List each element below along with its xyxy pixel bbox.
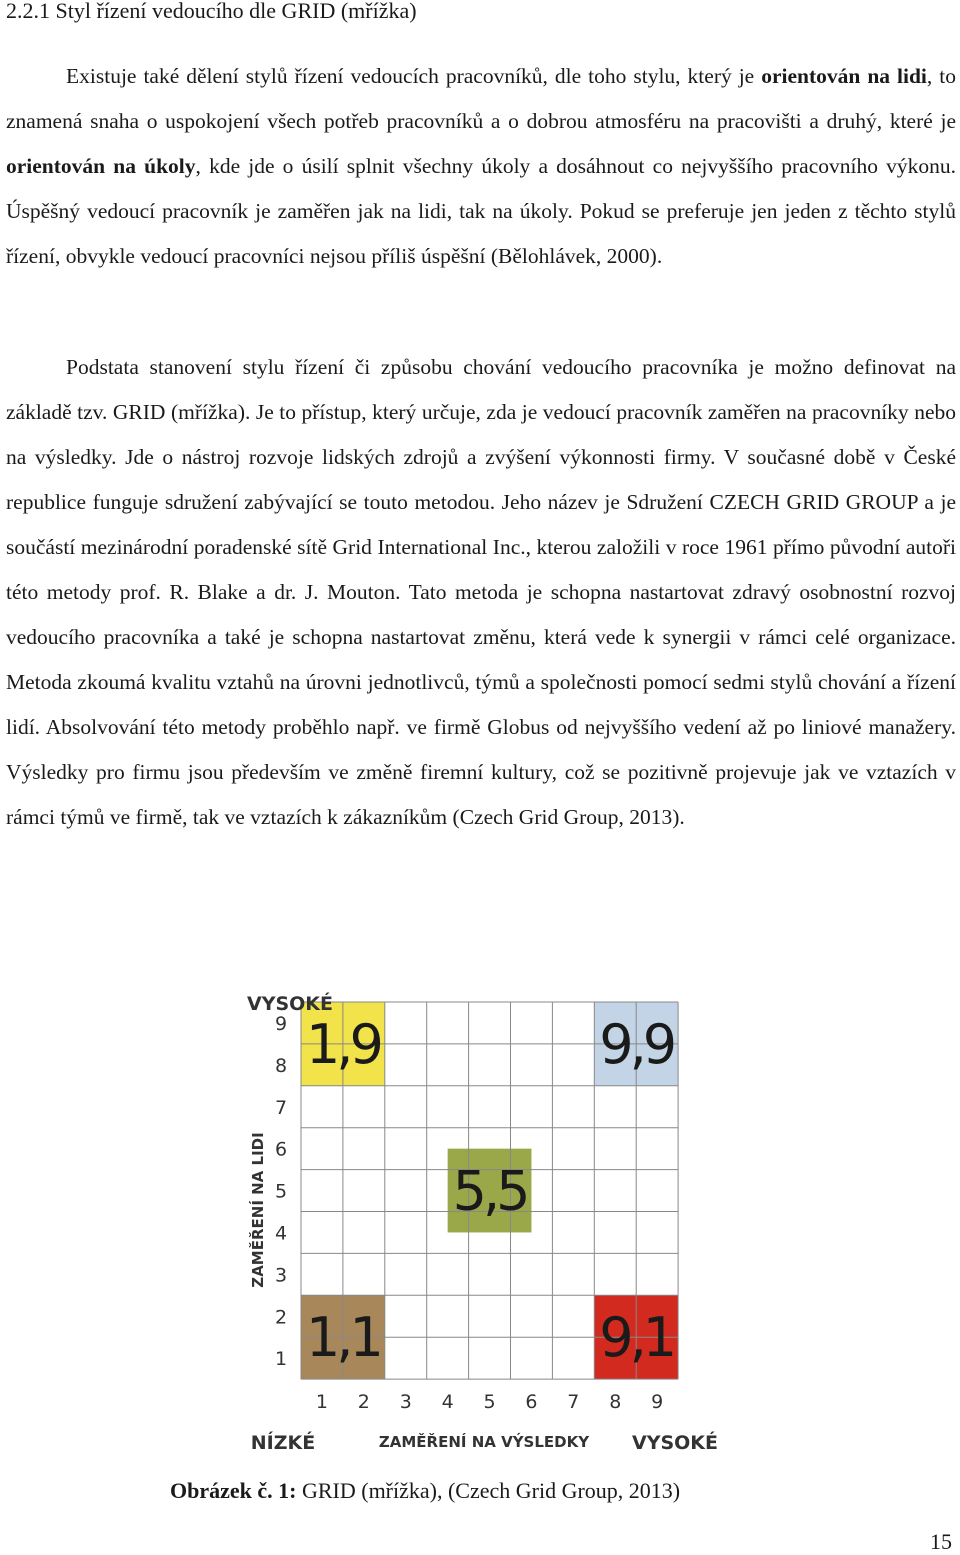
p2-text: Podstata stanovení stylu řízení či způsobu chování vedoucího pracovníka je možno definovat na základě tzv. GRID (mřížka). Je to přístup, který určuje, zda je vedoucí pracovník zaměřen na pracovníky nebo na výsledky. Jde o nástroj rozvoje lidských zdrojů a zvýšení výkonnosti firmy. V současné době v České republice funguje sdružení zabývající se touto metodou. Jeho název je Sdružení CZECH GRID GROUP a je součástí mezinárodní poradenské sítě Grid International Inc., kterou založili v roce 1961 přímo původní autoři této metody prof. R. Blake a dr. J. Mouton. Tato metoda je schopna nastartovat zdravý osobnostní rozvoj vedoucího pracovníka a také je schopna nastartovat změnu, která vede k synergii v rámci celé organizace. Metoda zkoumá kvalitu vztahů na úrovni jednotlivců, týmů a společnosti pomocí sedmi stylů chování a řízení lidí. Absolvování této metody proběhlo např. ve firmě Globus od nejvyššího vedení až po liniové manažery. Výsledky pro firmu jsou především ve změně firemní kultury, což se pozitivně projevuje jak ve vztazích v rámci týmů ve firmě, tak ve vztazích k zákazníkům (Czech Grid Group, 2013).: [6, 355, 956, 829]
y-axis-label: ZAMĚŘENÍ NA LIDI: [249, 1132, 267, 1288]
caption-text: GRID (mřížka), (Czech Grid Group, 2013): [296, 1478, 681, 1503]
x-tick-label: 7: [567, 1391, 580, 1414]
caption-bold: Obrázek č. 1:: [170, 1478, 297, 1503]
x-tick-label: 6: [525, 1391, 538, 1414]
x-tick-label: 8: [609, 1391, 622, 1414]
grid-cell-label: 5,5: [452, 1159, 527, 1223]
y-tick-label: 7: [274, 1096, 288, 1119]
y-tick-label: 2: [274, 1306, 288, 1329]
x-low-label: NÍZKÉ: [250, 1432, 316, 1454]
paragraph-1: [6, 54, 956, 279]
p1-text-1: Existuje také dělení stylů řízení vedoucích pracovníků, dle toho stylu, který je: [66, 64, 762, 88]
p1-text-3: , kde jde o úsilí splnit všechny úkoly a dosáhnout co nejvyššího pracovního výkonu. Úspěšný vedoucí pracovník je zaměřen jak na lidi, tak na úkoly. Pokud se preferuje jen jeden z těchto stylů řízení, obvykle vedoucí pracovníci nejsou příliš úspěšní (Bělohlávek, 2000).: [6, 154, 956, 268]
p1-bold-people: orientován na lidi: [761, 64, 927, 88]
grid-cell-label: 9,9: [599, 1012, 674, 1076]
y-tick-label: 8: [274, 1054, 288, 1077]
x-tick-label: 4: [441, 1391, 454, 1414]
x-tick-label: 3: [399, 1391, 412, 1414]
y-tick-label: 4: [274, 1222, 288, 1245]
y-tick-label: 1: [274, 1348, 288, 1371]
managerial-grid-chart: [0, 980, 960, 1460]
x-tick-label: 9: [651, 1391, 664, 1414]
section-heading: 2.2.1 Styl řízení vedoucího dle GRID (mřížka): [6, 0, 417, 23]
x-tick-label: 2: [357, 1391, 370, 1414]
page-number: 15: [930, 1529, 952, 1554]
y-tick-label: 6: [274, 1138, 288, 1161]
figure-caption: [170, 1476, 680, 1506]
x-tick-label: 5: [483, 1391, 496, 1414]
grid-figure: [0, 980, 960, 1460]
y-tick-label: 5: [274, 1180, 288, 1203]
x-axis-label: ZAMĚŘENÍ NA VÝSLEDKY: [378, 1433, 590, 1451]
y-tick-label: 9: [274, 1012, 288, 1035]
paragraph-2: [6, 345, 956, 840]
grid-cell-label: 9,1: [599, 1306, 674, 1370]
y-tick-label: 3: [274, 1264, 288, 1287]
x-high-label: VYSOKÉ: [631, 1432, 719, 1454]
grid-cell-label: 1,9: [305, 1012, 380, 1076]
grid-cell-label: 1,1: [305, 1306, 380, 1370]
y-high-label: VYSOKÉ: [246, 993, 334, 1015]
p1-bold-tasks: orientován na úkoly: [6, 154, 196, 178]
x-tick-label: 1: [315, 1391, 328, 1414]
p1-text-2: , to znamená snaha o uspokojení všech potřeb pracovníků a o dobrou atmosféru na pracovišti a druhý, které je: [6, 64, 957, 133]
